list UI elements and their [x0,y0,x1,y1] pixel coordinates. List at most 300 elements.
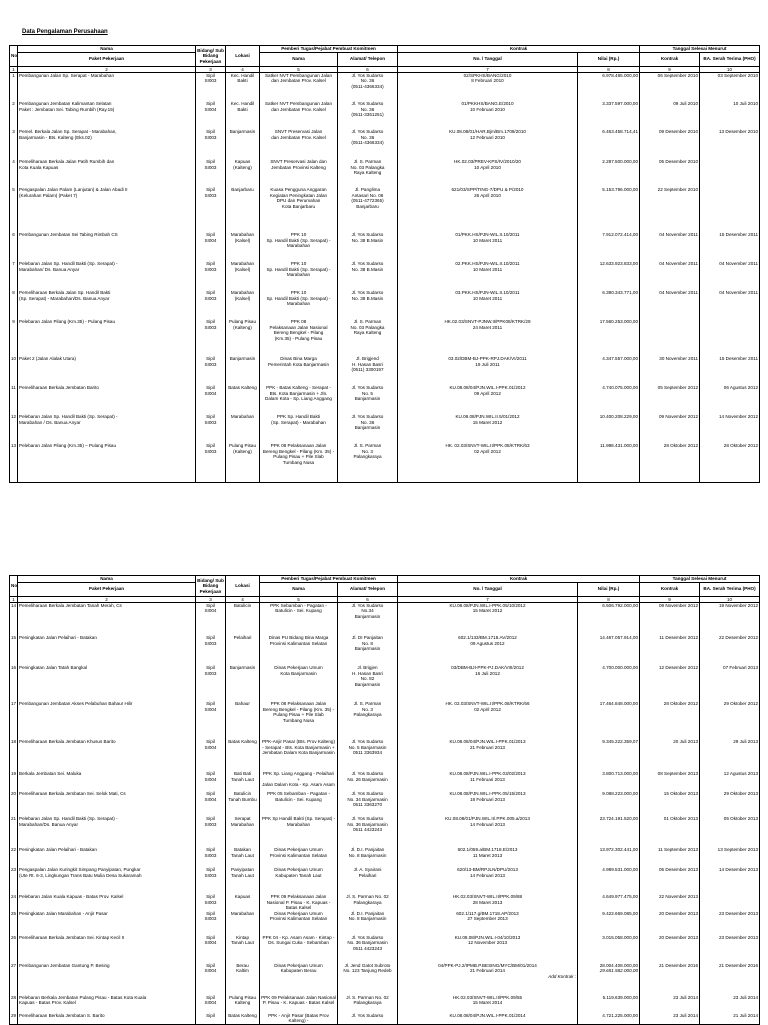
header-selesai-kontrak: Kontrak [640,52,700,66]
ba-serah-terima-cell [700,963,760,995]
bidang-cell [196,771,226,791]
ba-serah-terima-cell-text: 29 Juli 2013 [733,739,759,745]
nilai-cell-text: 4.700.000.000,00 [602,665,639,671]
paket-pekerjaan-cell-text: Peningkatan Jalan Pelaihari - Batakan [19,847,97,853]
ba-serah-terima-cell [700,72,760,101]
alamat-cell [338,635,398,665]
row-number-cell-text: 14 [11,602,17,608]
row-number-cell [10,771,18,791]
lokasi-cell [226,771,260,791]
lokasi-cell [226,935,260,963]
row-number-cell [10,187,18,232]
table-row [10,701,760,739]
kontrak-no-tanggal-cell-text: KU.08.08/04/PJN.WIL.I-PPK.01/2013 21 Februari 2013 [449,739,526,750]
pemberi-tugas-cell-text: PPK Sp. Handil Bakti (Sp. Serapat) - Marabahan [271,414,326,425]
kontrak-no-tanggal-cell-text: HK.02.03/SNVT-PJNW.II/PPK08/KTRK/29 24 Maret 2011 [444,319,531,330]
header-nama: Nama [260,582,338,596]
alamat-cell-text: Jl. D.I. Panjaitan No. 8 Banjarmasin [348,847,387,858]
paket-pekerjaan-cell-text: Pembangunan Jembatan Akses Pelabuhan Bahaur Hilir [19,701,133,707]
row-number-cell [10,232,18,261]
lokasi-cell [226,159,260,187]
selesai-kontrak-cell [640,159,700,187]
alamat-cell-text: Jl. Yos Sudarso No. 36 (0511-4366334) [351,72,384,89]
kontrak-no-tanggal-cell-text: 602.1/117.g/BM.1718.AP/2013 27 September 2013 [456,910,519,922]
selesai-kontrak-cell-text: 09 November 2012 [658,602,699,608]
nilai-cell [578,72,640,101]
selesai-kontrak-cell [640,701,700,739]
experience-table-page-1 [9,45,760,483]
row-number-cell [10,414,18,443]
lokasi-cell [226,791,260,816]
selesai-kontrak-cell [640,894,700,911]
lokasi-cell [226,385,260,414]
kontrak-no-tanggal-cell-text: KU.08.08/01/HAR.Bjm/Bm.1709/2010 12 Februari 2010 [449,129,526,140]
alamat-cell [338,443,398,482]
nilai-cell [578,791,640,816]
bidang-cell [196,602,226,635]
nilai-cell-text: 9.422.669.085,00 [602,910,639,916]
column-number-cell: 2 [18,66,196,72]
paket-pekerjaan-cell [18,935,196,963]
kontrak-no-tanggal-cell-text: 602.1/059.a/BM.1718.E/2013 11 Maret 2013 [457,847,518,858]
column-number-cell: 6 [338,66,398,72]
paket-pekerjaan-cell-text: Pembangunan Jembatan Kalimantan Selatan Paket : Jembatan Sei. Tabing Rumbih (Ray.15) [19,101,115,112]
kontrak-no-tanggal-cell-text: 01/PKK.HS/PJN-WIL.II.10/2011 10 Maret 2011 [455,232,520,243]
header-no-tanggal: No. / Tanggal [398,582,578,596]
paket-pekerjaan-cell [18,771,196,791]
bidang-cell-text: Sipil [206,1012,215,1018]
paket-pekerjaan-cell-text: Pemel. Berkala Jalan Sp. Serapat - Marabahan, Banjarmasin - Bts. Kalteng (Eks.02) [19,129,117,140]
ba-serah-terima-cell-text: 10 Juli 2010 [733,101,759,107]
lokasi-cell [226,232,260,261]
selesai-kontrak-cell [640,187,700,232]
ba-serah-terima-cell [700,187,760,232]
selesai-kontrak-cell-text: 05 September 2012 [657,385,699,391]
ba-serah-terima-cell-text: 23 Desember 2013 [718,934,759,940]
ba-serah-terima-cell [700,1013,760,1025]
kontrak-no-tanggal-cell [398,771,578,791]
bidang-cell [196,187,226,232]
row-number-cell [10,995,18,1013]
alamat-cell [338,816,398,847]
ba-serah-terima-cell [700,443,760,482]
alamat-cell [338,791,398,816]
paket-pekerjaan-cell [18,1013,196,1025]
row-number-cell [10,701,18,739]
row-number-cell-text: 29 [11,1012,17,1018]
selesai-kontrak-cell-text: 20 Desember 2013 [658,910,699,916]
nilai-cell-text: 3.015.058.000,00 [602,934,639,940]
lokasi-cell-text: Pulang Pisau (Kalteng) [228,319,257,330]
selesai-kontrak-cell [640,443,700,482]
table-row [10,290,760,319]
kontrak-no-tanggal-cell-text: KU.08.08/PJN.WIL.I-PPK.03/02/2013 11 Februari 2013 [449,771,526,782]
selesai-kontrak-cell-text: 09 November 2012 [658,414,699,420]
lokasi-cell [226,290,260,319]
ba-serah-terima-cell [700,602,760,635]
ba-serah-terima-cell [700,911,760,935]
alamat-cell [338,701,398,739]
ba-serah-terima-cell [700,129,760,159]
alamat-cell-text: Jl. Yos Sudarso No. 38 B.Masin [351,290,384,301]
add-kontrak-label: Add Kontrak : [548,973,576,979]
paket-pekerjaan-cell-text: Pemeliharaan Berkala Jembatan Sei. Selok Mati, Cs [19,791,126,797]
kontrak-no-tanggal-cell [398,187,578,232]
selesai-kontrak-cell [640,414,700,443]
paket-pekerjaan-cell [18,995,196,1013]
kontrak-no-tanggal-cell [398,261,578,290]
alamat-cell-text: Jl. Yos Sudarso No. 38 B.Masin [351,261,384,272]
ba-serah-terima-cell-text: 05 Oktober 2013 [723,816,759,822]
bidang-cell-text: Sipil SI003 [204,319,217,330]
pemberi-tugas-cell [260,935,338,963]
nilai-cell [578,935,640,963]
alamat-cell [338,319,398,356]
nilai-cell [578,187,640,232]
ba-serah-terima-cell [700,847,760,867]
pemberi-tugas-cell [260,72,338,101]
paket-pekerjaan-cell [18,159,196,187]
column-number-cell: 7 [398,66,578,72]
nilai-cell-text: 5.119.639.000,00 [602,994,639,1000]
alamat-cell [338,739,398,771]
paket-pekerjaan-cell-text: Pelebaran Jalan Pilang (Km.35) - Pulang Pisau [19,319,116,325]
nilai-cell-text: 23.724.191.520,00 [599,816,639,822]
bidang-cell [196,72,226,101]
pemberi-tugas-cell [260,443,338,482]
pemberi-tugas-cell [260,867,338,894]
paket-pekerjaan-cell-text: Pembangunan Jembatan Gantung P. Besing [19,962,110,968]
column-number-cell: 8 [578,596,640,602]
paket-pekerjaan-cell [18,894,196,911]
row-number-cell [10,911,18,935]
nilai-cell [578,894,640,911]
row-number-cell-text: 13 [11,443,17,449]
lokasi-cell-text: Marabahan (Kalsel) [230,290,255,301]
nilai-cell [578,261,640,290]
ba-serah-terima-cell-text: 04 November 2011 [719,290,759,296]
ba-serah-terima-cell [700,771,760,791]
lokasi-cell-text: Batulicin Tanah Bumbu [228,791,257,802]
pemberi-tugas-cell-text: PPK 10 Sp. Handil Bakti (Sp. Serapat) - Marabahan [266,232,331,249]
nilai-cell [578,602,640,635]
alamat-cell [338,935,398,963]
ba-serah-terima-cell-text: 06 Agustus 2012 [723,385,759,391]
lokasi-cell [226,635,260,665]
table-row [10,1013,760,1025]
header-alamat: Alamat/ Telepon [338,582,398,596]
table-row [10,911,760,935]
pemberi-tugas-cell-text: PPK - Anjir Pasar (Batas Prov Kalteng) - [268,1012,329,1024]
kontrak-no-tanggal-cell-text: 03.PKK.HS/PJN-WIL.II.10/2011 10 Maret 2011 [455,290,520,301]
paket-pekerjaan-cell [18,414,196,443]
selesai-kontrak-cell [640,995,700,1013]
bidang-cell [196,443,226,482]
nilai-cell-text: 13.972.302.441,00 [599,847,639,853]
experience-table-page-2 [9,575,760,1025]
alamat-cell [338,290,398,319]
paket-pekerjaan-cell-text: Pengaspalan Jalan Palam (Lanjutan) & Jalan Abadi II (Kelurahan Palam) (Paket 7) [19,187,128,198]
selesai-kontrak-cell [640,385,700,414]
kontrak-no-tanggal-cell-text: 03/DBM-BJI-PPK-PJ.DAK/VIII/2012 16 Juli 2012 [451,665,524,676]
selesai-kontrak-cell [640,72,700,101]
header-selesai-group: Tanggal Selesai Menurut [640,576,760,583]
row-number-cell [10,635,18,665]
selesai-kontrak-cell-text: 28 Oktober 2012 [663,443,699,449]
row-number-cell-text: 1 [12,72,15,78]
header-nilai: Nilai (Rp.) [578,582,640,596]
lokasi-cell [226,602,260,635]
pemberi-tugas-cell-text: Satker NVT Pembangunan Jalan dan Jembatan Prov. Kalsel [264,101,333,112]
ba-serah-terima-cell-text: 23 Desember 2013 [718,910,759,916]
pemberi-tugas-cell [260,701,338,739]
table-row [10,935,760,963]
nilai-cell [578,232,640,261]
ba-serah-terima-cell-text: 29 Oktober 2012 [723,701,759,707]
bidang-cell-text: Sipil SI003 [204,847,217,858]
selesai-kontrak-cell [640,319,700,356]
row-number-cell [10,963,18,995]
pemberi-tugas-cell [260,385,338,414]
paket-pekerjaan-cell-text: Pelebaran Berkala Jembatan Pulang Pisau - Batas Kota Kuala Kapuas - Batas Prov. Kalsel [19,994,147,1006]
nilai-cell-text: 3.800.713.000,00 [602,771,639,777]
table-row [10,72,760,101]
bidang-cell-text: Sipil SI004 [204,232,217,243]
alamat-cell-text: Jl. Yos Sudarso No. 36 Banjarmasin 0511 4423243 [347,816,388,833]
kontrak-no-tanggal-cell [398,385,578,414]
selesai-kontrak-cell-text: 04 November 2011 [659,232,699,238]
table-row [10,894,760,911]
alamat-cell [338,356,398,385]
pemberi-tugas-cell [260,635,338,665]
alamat-cell [338,867,398,894]
pemberi-tugas-cell [260,356,338,385]
kontrak-no-tanggal-cell [398,791,578,816]
ba-serah-terima-cell [700,665,760,701]
row-number-cell-text: 16 [11,665,17,671]
paket-pekerjaan-cell [18,847,196,867]
column-number-cell: 10 [700,596,760,602]
nilai-cell [578,771,640,791]
nilai-cell [578,739,640,771]
alamat-cell-text: Jl. S. Parman No. 03 Palangka Raya Kalteng [350,159,385,176]
table-row [10,414,760,443]
selesai-kontrak-cell-text: 01 Oktober 2013 [663,816,699,822]
paket-pekerjaan-cell-text: Pemeliharaan Berkala Jembatan Sei. Kintap Kecil II [19,934,125,940]
table-row [10,356,760,385]
ba-serah-terima-cell [700,791,760,816]
alamat-cell-text: Jl. Yos Sudarso No. 36 Banjarmasin [351,414,384,431]
column-number-cell: 6 [338,596,398,602]
selesai-kontrak-cell [640,963,700,995]
lokasi-cell [226,414,260,443]
bidang-cell [196,232,226,261]
row-number-cell [10,129,18,159]
table-row [10,232,760,261]
column-number-cell: 3 [196,596,226,602]
row-number-cell [10,443,18,482]
lokasi-cell [226,101,260,129]
alamat-cell [338,771,398,791]
paket-pekerjaan-cell [18,385,196,414]
paket-pekerjaan-cell-text: Paket 2 (Jalan Alalak Utara) [19,356,76,362]
paket-pekerjaan-cell [18,602,196,635]
kontrak-no-tanggal-cell-text: 03.02/DBM-BJ-PPK-RPJ.DAK/VI/2011 19 Juli 2011 [448,356,527,367]
selesai-kontrak-cell-text: 08 September 2013 [657,771,699,777]
row-number-cell [10,791,18,816]
paket-pekerjaan-cell [18,867,196,894]
row-number-cell-text: 12 [11,414,17,420]
pemberi-tugas-cell [260,414,338,443]
selesai-kontrak-cell-text: 11 September 2013 [658,847,699,853]
lokasi-cell [226,261,260,290]
lokasi-cell [226,867,260,894]
kontrak-no-tanggal-cell-text: KU.08.08/PJN.WIL.II.5/01/2012 15 Maret 2012 [455,414,520,425]
pemberi-tugas-cell-text: PPK 09 Pelaksanaan Jalan Nasional P. Pisau - K. Kapuas - Batas Kalsel [261,994,336,1006]
paket-pekerjaan-cell-text: Pemeliharaan Berkala Jalan Patih Rumbih dan Kota Kuala Kapuas [19,159,115,170]
bidang-cell [196,356,226,385]
lokasi-cell-text: Batakan Tanah Laut [231,847,254,858]
paket-pekerjaan-cell [18,319,196,356]
row-number-cell [10,867,18,894]
pemberi-tugas-cell [260,1013,338,1025]
header-nama: Nama [260,52,338,66]
bidang-cell [196,385,226,414]
ba-serah-terima-cell [700,101,760,129]
table-row [10,261,760,290]
lokasi-cell-text: Pulang Pisau (Kalteng) [228,443,257,454]
paket-pekerjaan-cell-text: Pelebaran Jalan Pilang (Km.35) – Pulang Pisau [19,443,117,449]
bidang-cell-text: Sipil SI004 [204,385,217,396]
row-number-cell [10,816,18,847]
header-no-tanggal: No. / Tanggal [398,52,578,66]
row-number-cell [10,319,18,356]
kontrak-no-tanggal-cell [398,816,578,847]
pemberi-tugas-cell [260,739,338,771]
bidang-cell [196,911,226,935]
column-number-cell: 9 [640,66,700,72]
pemberi-tugas-cell [260,319,338,356]
paket-pekerjaan-cell-text: Pelebaran Jalan Sp. Handil Bakti (Sp. Serapat) - Marabahan / Ds. Banua Anyar [19,414,118,425]
row-number-cell-text: 4 [12,159,15,165]
kontrak-no-tanggal-cell [398,911,578,935]
header-paket-group: Nama [18,46,196,53]
nilai-cell [578,816,640,847]
kontrak-no-tanggal-cell [398,602,578,635]
bidang-cell [196,791,226,816]
column-number-cell: 1 [10,66,18,72]
column-number-cell: 10 [700,66,760,72]
lokasi-cell-text: Berau Kaltim [236,962,249,974]
bidang-cell-text: Sipil SI003 [204,187,217,198]
row-number-cell-text: 5 [12,187,15,193]
ba-serah-terima-cell-text: 21 Juli 2014 [733,1012,759,1018]
bidang-cell-text: Sipil SI003 [204,443,217,454]
paket-pekerjaan-cell [18,290,196,319]
selesai-kontrak-cell-text: 23 Juli 2014 [673,1012,699,1018]
bidang-cell-text: Sipil SI003 [204,414,217,425]
row-number-cell [10,935,18,963]
alamat-cell-text: Jl. S. Parman No. 3 Palangkaraya [353,701,382,718]
row-number-cell-text: 20 [11,791,17,797]
kontrak-no-tanggal-cell [398,72,578,101]
alamat-cell-text: Jl. Yos Sudarso No. 36 (0511-3351251) [351,101,384,118]
paket-pekerjaan-cell-text: Pelebaran Jalan Kuala Kapuas - Batas Prov. Kalsel [19,894,124,900]
paket-pekerjaan-cell [18,701,196,739]
pemberi-tugas-cell [260,771,338,791]
header-paket: Paket Pekerjaan [18,582,196,596]
bidang-cell [196,867,226,894]
bidang-cell-text: Sipil SI004 [204,101,217,112]
nilai-cell [578,701,640,739]
row-number-cell-text: 2 [12,101,15,107]
selesai-kontrak-cell [640,232,700,261]
nilai-cell-text: 4.649.977.475,00 [602,894,639,900]
header-no: No. [10,576,18,597]
lokasi-cell-text: Pelaihari [233,635,252,641]
alamat-cell-text: Jl. Yos Sudarso [351,1012,384,1018]
alamat-cell-text: Jl. Yos Sudarso No.34 Banjarmasin [351,602,384,619]
alamat-cell-text: Jl. Yos Sudarso No. 36 (0511-4366334) [351,129,384,146]
kontrak-no-tanggal-cell-text: HK. 02.03/SNVT-WIL.II/PPK.08/KTRK/66 02 April 2012 [445,701,530,712]
kontrak-no-tanggal-cell [398,894,578,911]
lokasi-cell [226,319,260,356]
lokasi-cell [226,129,260,159]
column-number-cell: 7 [398,596,578,602]
ba-serah-terima-cell-text: 19 November 2012 [718,602,759,608]
bidang-cell [196,894,226,911]
table-row [10,187,760,232]
kontrak-no-tanggal-cell-text: 602.1/133/BM.1718.AV/2012 09 Agustus 2012 [458,635,517,646]
ba-serah-terima-cell [700,356,760,385]
bidang-cell [196,995,226,1013]
ba-serah-terima-cell [700,159,760,187]
paket-pekerjaan-cell [18,963,196,995]
ba-serah-terima-cell [700,935,760,963]
alamat-cell-text: Jl. Brigjend H. Hasan Basri (0511) 3300197 [351,356,384,373]
pemberi-tugas-cell-text: Satker NVT Pembangunan Jalan dan Jembatan Prov. Kalsel [264,72,333,84]
ba-serah-terima-cell [700,261,760,290]
column-number-cell: 5 [260,66,338,72]
header-paket: Paket Pekerjaan [18,52,196,66]
table-row [10,739,760,771]
bidang-cell-text: Sipil SI003 [204,867,217,878]
kontrak-no-tanggal-cell-text: 621/03/SPP/TING-7/DPU & P/2010 26 April 2010 [451,187,524,198]
nilai-cell [578,443,640,482]
header-lokasi: Lokasi [226,46,260,67]
bidang-cell-text: Sipil SI004 [204,739,217,750]
pemberi-tugas-cell-text: Dinas PU Bidang Bina Marga Provinsi Kalimantan Selatan [268,635,329,646]
lokasi-cell-text: Batas Kalteng [228,385,257,391]
pemberi-tugas-cell-text: PPK 05 Sebamban - Pagatan - Batulicin - Sei. Kupang [266,791,331,802]
paket-pekerjaan-cell [18,129,196,159]
row-number-cell-text: 3 [12,129,15,135]
kontrak-no-tanggal-cell [398,290,578,319]
alamat-cell [338,963,398,995]
ba-serah-terima-cell-text: 12 Agustus 2013 [723,771,759,777]
column-number-cell: 5 [260,596,338,602]
selesai-kontrak-cell-text: 06 September 2010 [657,72,699,78]
nilai-cell-text: 11.998.431.000,00 [600,443,639,449]
paket-pekerjaan-cell [18,261,196,290]
bidang-cell [196,665,226,701]
pemberi-tugas-cell [260,187,338,232]
pemberi-tugas-cell-text: PPK 08 Pelaksanaan Jalan Bereng Bengkel - Pilang (Km. 35) - Pulang Pisau + Pile Slab Tumbang Nusa [262,701,335,723]
kontrak-no-tanggal-cell-text: 02.PKK.HS/PJN-WIL.II.10/2011 10 Maret 2011 [455,261,520,272]
selesai-kontrak-cell-text: 28 Oktober 2012 [663,701,699,707]
row-number-cell [10,847,18,867]
pemberi-tugas-cell-text: Dinas Pekerjaan Umum Provinsi Kalimantan Selatan [269,847,328,858]
